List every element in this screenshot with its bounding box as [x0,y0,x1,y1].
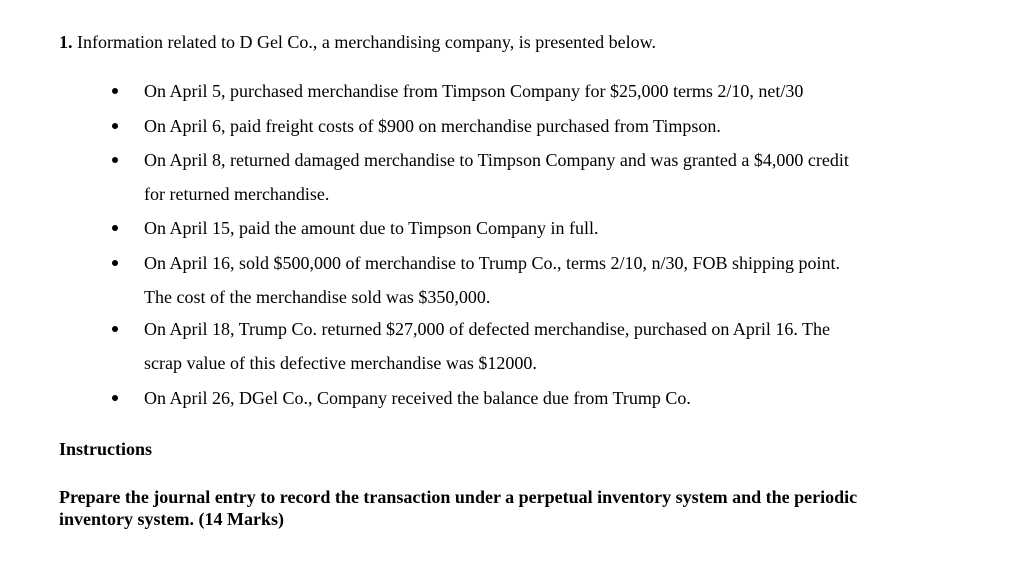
transaction-text: On April 15, paid the amount due to Timpson Company in full. [144,218,599,238]
list-item [112,143,872,211]
bullet-icon [112,225,118,231]
bullet-icon [112,326,118,332]
transaction-text: On April 18, Trump Co. returned $27,000 of defected merchandise, purchased on April 16. The scrap value of this defective merchandise was $12000. [144,319,831,373]
instructions-body: Prepare the journal entry to record the transaction under a perpetual inventory system and the periodic inventory system. (14 Marks) [59,487,858,529]
list-item [112,74,872,108]
instructions-heading: Instructions [59,439,153,459]
transaction-text: On April 5, purchased merchandise from Timpson Company for $25,000 terms 2/10, net/30 [144,81,804,101]
list-item [112,211,872,245]
list-item [112,109,872,143]
bullet-icon [112,88,118,94]
bullet-icon [112,260,118,266]
bullet-icon [112,395,118,401]
question-intro [59,31,959,53]
question-text: Information related to D Gel Co., a merchandising company, is presented below. [77,32,656,52]
transaction-text: On April 6, paid freight costs of $900 on merchandise purchased from Timpson. [144,116,721,136]
bullet-icon [112,123,118,129]
list-item [112,381,872,415]
list-item [112,246,872,314]
bullet-icon [112,157,118,163]
list-item [112,312,872,380]
transaction-text: On April 8, returned damaged merchandise to Timpson Company and was granted a $4,000 credit for returned merchandise. [144,150,849,204]
question-number: 1. [59,32,73,52]
transaction-text: On April 16, sold $500,000 of merchandise to Trump Co., terms 2/10, n/30, FOB shipping point. The cost of the merchandise sold was $350,000. [144,253,841,307]
transaction-text: On April 26, DGel Co., Company received the balance due from Trump Co. [144,388,691,408]
